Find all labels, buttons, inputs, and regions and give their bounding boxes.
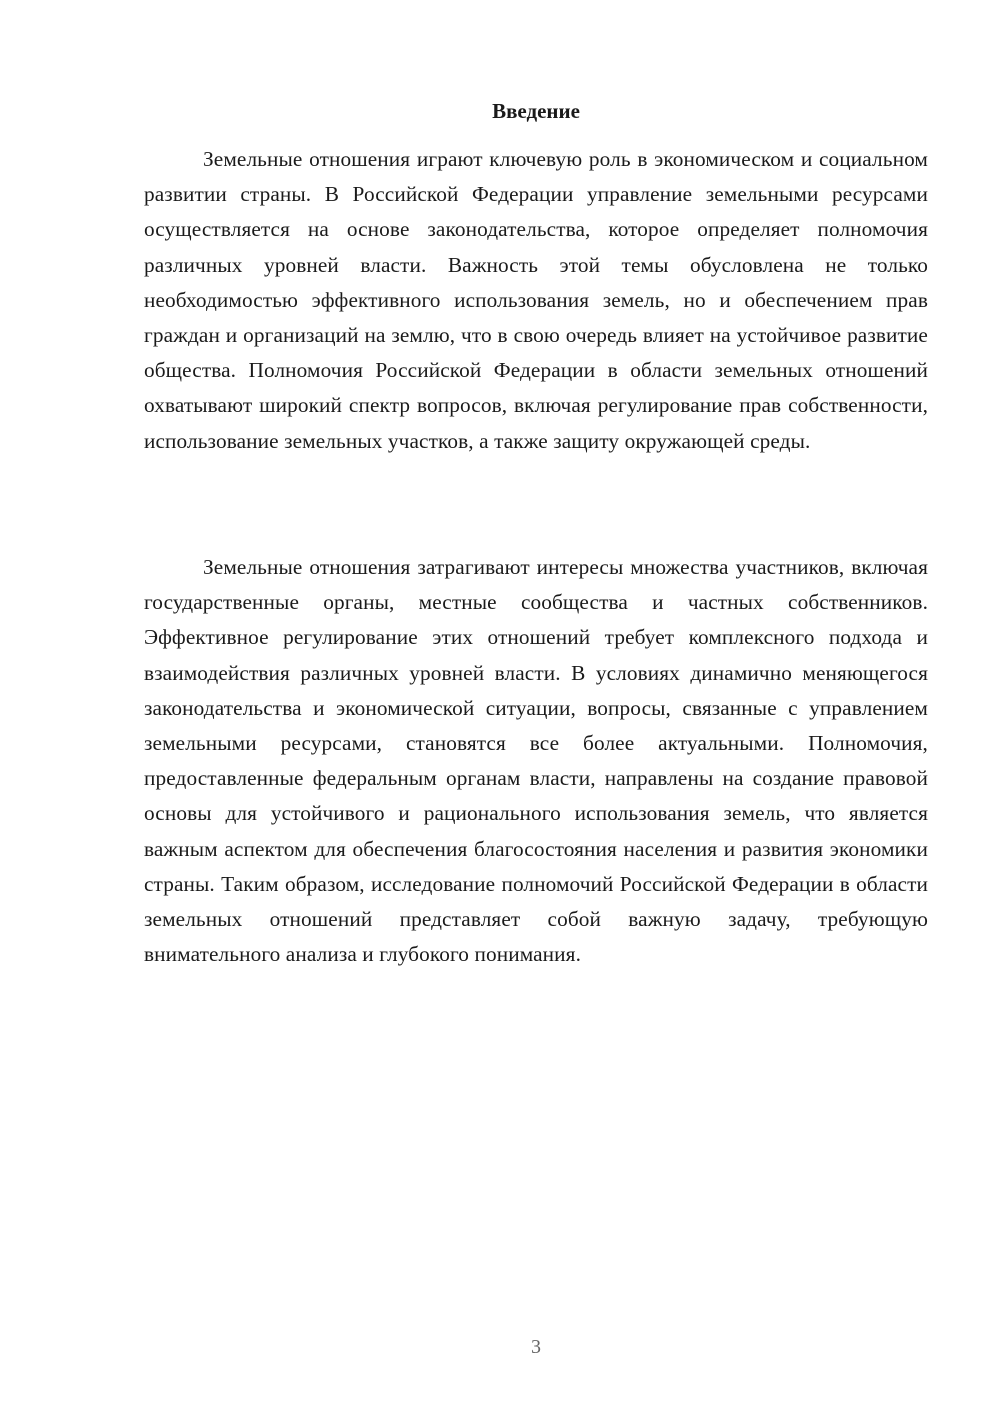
paragraph-2: Земельные отношения затрагивают интересы множества участников, включая государственные органы, местные сообщества и частных собственников. Эффективное регулирование этих отношений требует комплексного подхода и взаимодействия различных уровней власти. В условиях динамично меняющегося законодательства и экономической ситуации, вопросы, связанные с управлением земельными ресурсами, становятся все более актуальными. Полномочия, предоставленные федеральным органам власти, направлены на создание правовой основы для устойчивого и рационального использования земель, что является важным аспектом для обеспечения благосостояния населения и развития экономики страны. Таким образом, исследование полномочий Российской Федерации в области земельных отношений представляет собой важную задачу, требующую внимательного анализа и глубокого понимания. <box>144 555 928 967</box>
page-number: 3 <box>531 1336 541 1358</box>
paragraph-1: Земельные отношения играют ключевую роль в экономическом и социальном развитии страны. В Российской Федерации управление земельными ресурсами осуществляется на основе законодательства, которое определяет полномочия различных уровней власти. Важность этой темы обусловлена не только необходимостью эффективного использования земель, но и обеспечением прав граждан и организаций на землю, что в свою очередь влияет на устойчивое развитие общества. Полномочия Российской Федерации в области земельных отношений охватывают широкий спектр вопросов, включая регулирование прав собственности, использование земельных участков, а также защиту окружающей среды. <box>144 147 928 453</box>
section-title: Введение <box>492 99 580 123</box>
